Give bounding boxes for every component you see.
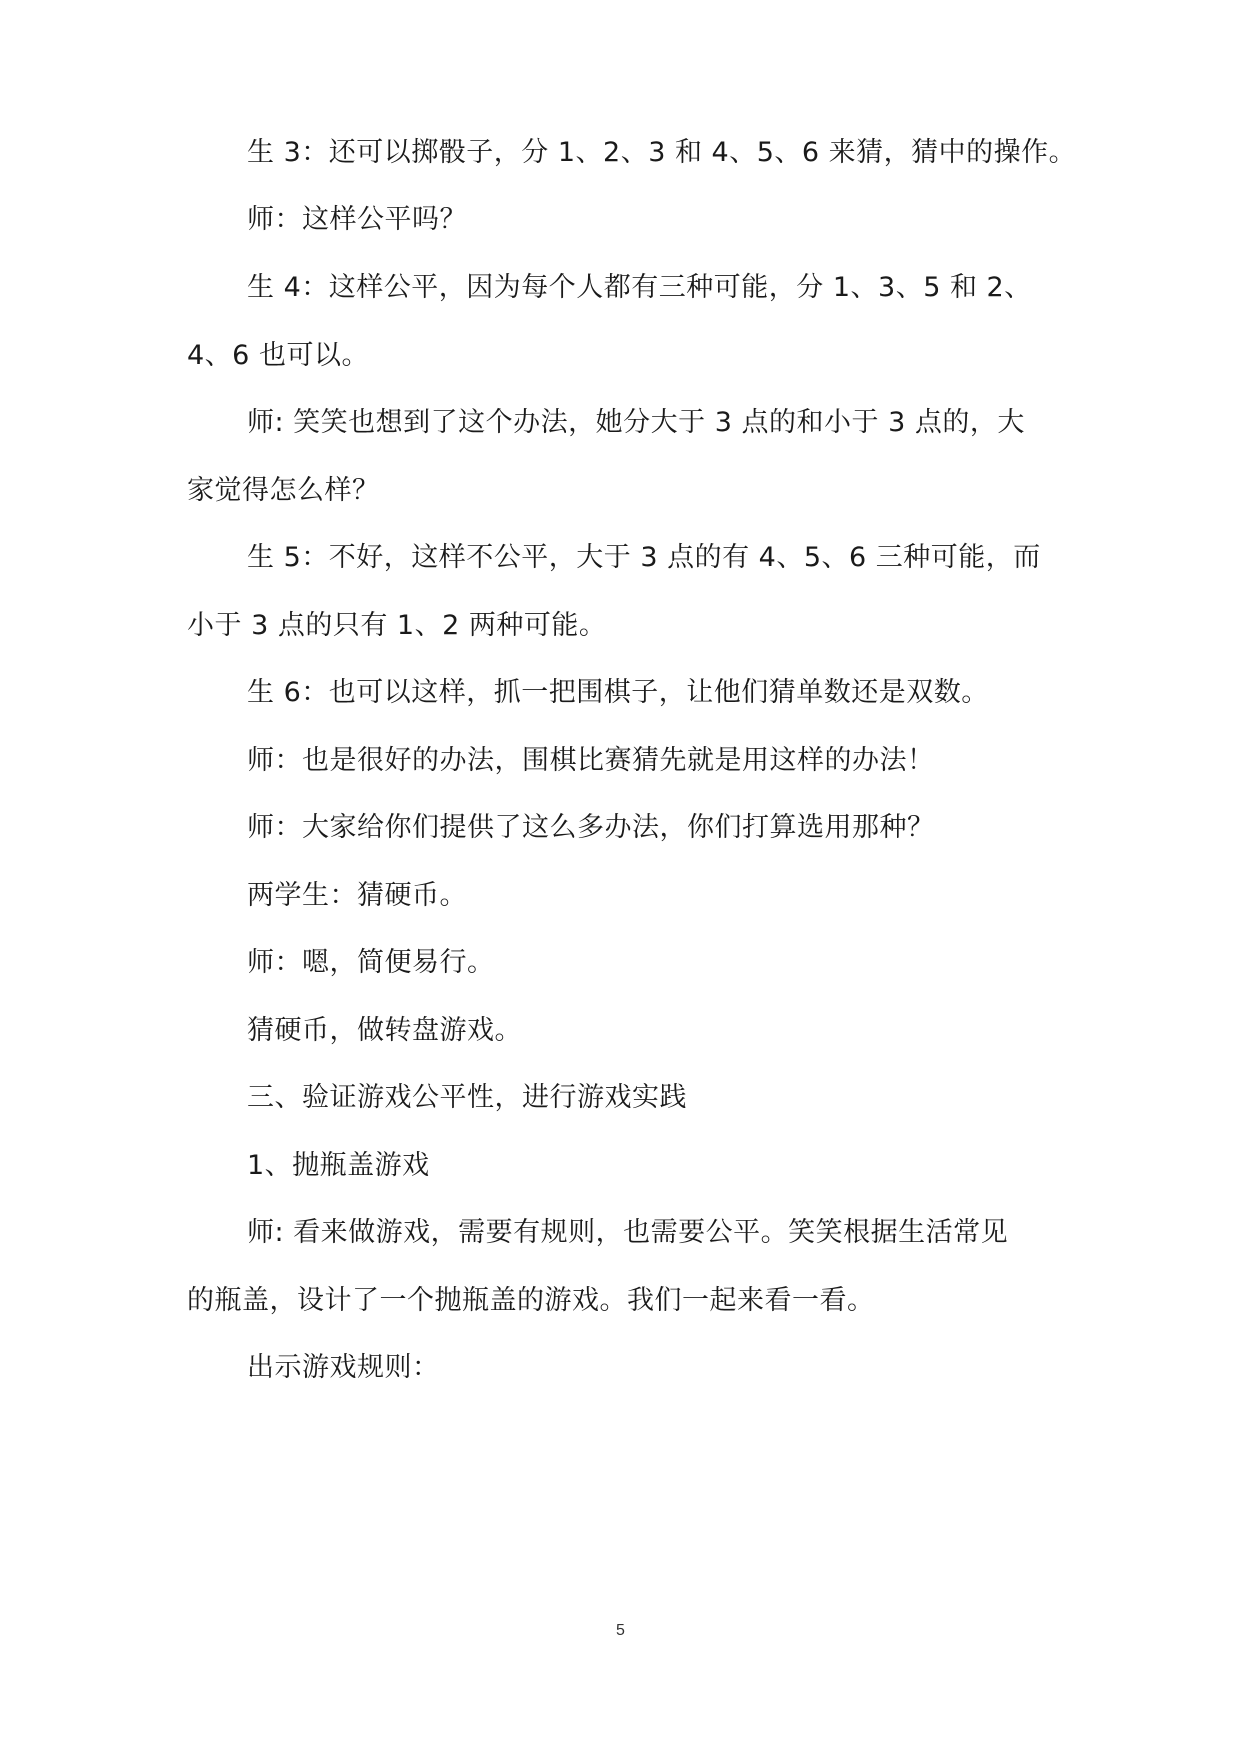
paragraph-line: 猜硬币，做转盘游戏。 bbox=[247, 1015, 522, 1046]
page-number: 5 bbox=[616, 1622, 625, 1639]
paragraph-line: 生 3：还可以掷骰子，分 1、2、3 和 4、5、6 来猜，猜中的操作。 bbox=[247, 137, 1077, 168]
paragraph-line: 师：也是很好的办法，围棋比赛猜先就是用这样的办法！ bbox=[247, 745, 935, 776]
paragraph-line: 两学生：猜硬币。 bbox=[247, 880, 467, 911]
paragraph-line: 师：大家给你们提供了这么多办法，你们打算选用那种？ bbox=[247, 812, 935, 843]
paragraph-line: 师：这样公平吗？ bbox=[247, 204, 467, 235]
paragraph-line: 家觉得怎么样？ bbox=[187, 475, 380, 506]
paragraph-line: 4、6 也可以。 bbox=[187, 340, 369, 371]
paragraph-line: 生 5：不好，这样不公平，大于 3 点的有 4、5、6 三种可能，而 bbox=[247, 542, 1041, 573]
paragraph-line: 师: 看来做游戏，需要有规则，也需要公平。笑笑根据生活常见 bbox=[247, 1217, 1009, 1248]
paragraph-line: 的瓶盖，设计了一个抛瓶盖的游戏。我们一起来看一看。 bbox=[187, 1285, 875, 1316]
paragraph-line: 生 6：也可以这样，抓一把围棋子，让他们猜单数还是双数。 bbox=[247, 677, 989, 708]
paragraph-line: 师：嗯，简便易行。 bbox=[247, 947, 495, 978]
paragraph-line: 出示游戏规则： bbox=[247, 1352, 440, 1383]
paragraph-line: 生 4：这样公平，因为每个人都有三种可能，分 1、3、5 和 2、 bbox=[247, 272, 1032, 303]
paragraph-line: 师: 笑笑也想到了这个办法，她分大于 3 点的和小于 3 点的，大 bbox=[247, 407, 1025, 438]
section-heading: 三、验证游戏公平性，进行游戏实践 bbox=[247, 1082, 687, 1113]
subsection-heading: 1、抛瓶盖游戏 bbox=[247, 1150, 430, 1181]
paragraph-line: 小于 3 点的只有 1、2 两种可能。 bbox=[187, 610, 607, 641]
